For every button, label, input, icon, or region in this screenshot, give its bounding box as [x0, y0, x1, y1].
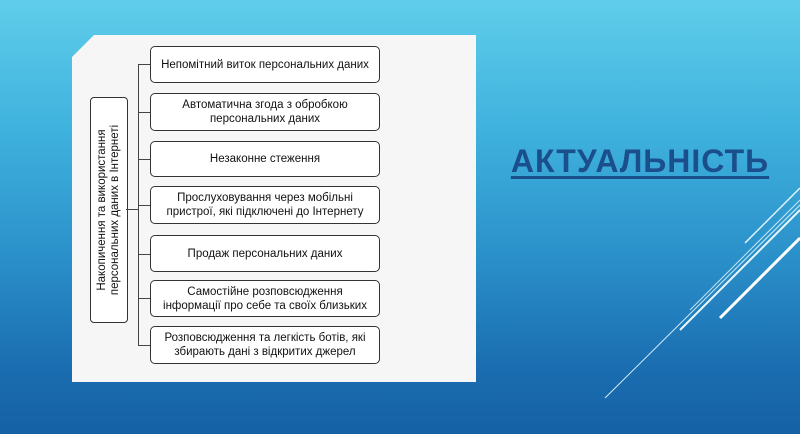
connector-branch — [138, 64, 150, 65]
deco-line — [745, 188, 800, 243]
connector-branch — [138, 298, 150, 299]
diagram-item: Продаж персональних даних — [150, 235, 380, 272]
connector-root — [126, 209, 138, 210]
root-label-line1: Накопичення та використання — [96, 129, 109, 291]
diagram-item: Самостійне розповсюдження інформації про себе та своїх близьких — [150, 280, 380, 317]
connector-branch — [138, 205, 150, 206]
root-label-line2: персональних даних в Інтернеті — [109, 124, 122, 296]
connector-branch — [138, 112, 150, 113]
connector-branch — [138, 159, 150, 160]
deco-line — [690, 200, 800, 310]
diagram-item: Незаконне стеження — [150, 141, 380, 177]
deco-line — [720, 238, 800, 318]
diagram-item: Автоматична згода з обробкою персональних даних — [150, 93, 380, 131]
connector-branch — [138, 345, 150, 346]
connector-branch — [138, 254, 150, 255]
diagram-item: Розповсюдження та легкість ботів, які збирають дані з відкритих джерел — [150, 326, 380, 364]
root-node — [90, 97, 128, 323]
deco-line — [680, 210, 800, 330]
diagram-item: Непомітний виток персональних даних — [150, 46, 380, 83]
diagram-item: Прослуховування через мобільні пристрої, які підключені до Інтернету — [150, 186, 380, 224]
deco-line — [605, 205, 800, 398]
root-label — [96, 125, 122, 295]
slide-title: АКТУАЛЬНІСТЬ — [510, 143, 770, 179]
